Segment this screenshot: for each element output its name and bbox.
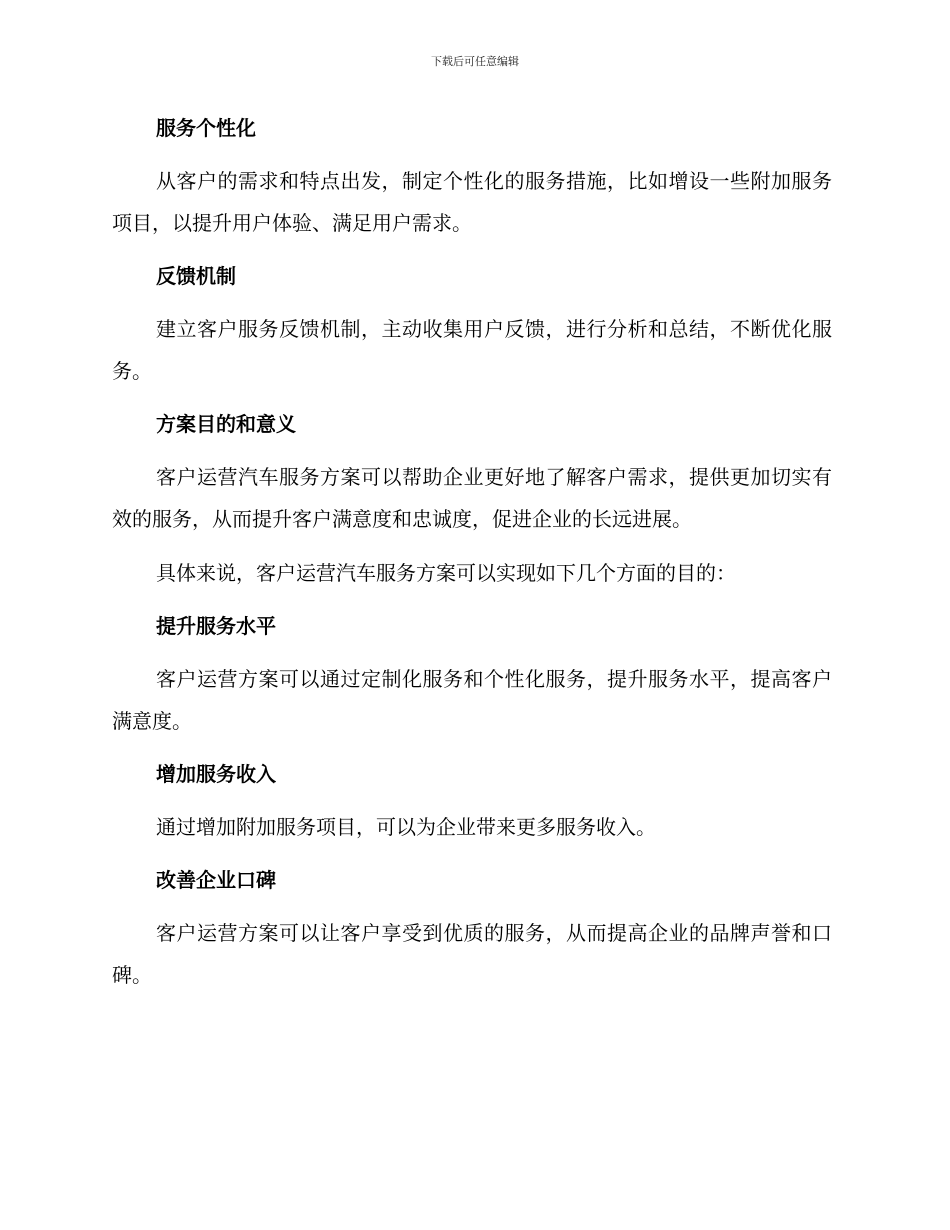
paragraph-purpose: 客户运营汽车服务方案可以帮助企业更好地了解客户需求，提供更加切实有效的服务，从而提升客户满意度和忠诚度，促进企业的长远进展。 [112, 465, 832, 531]
section-heading-feedback: 反馈机制 [156, 264, 236, 288]
paragraph-service-level: 客户运营方案可以通过定制化服务和个性化服务，提升服务水平，提高客户满意度。 [112, 667, 832, 733]
page-header: 下载后可任意编辑 [431, 55, 519, 68]
section-heading-revenue: 增加服务收入 [156, 762, 276, 786]
document-body [112, 108, 832, 1008]
paragraph-purpose-detail: 具体来说，客户运营汽车服务方案可以实现如下几个方面的目的： [156, 561, 736, 585]
paragraph-reputation: 客户运营方案可以让客户享受到优质的服务，从而提高企业的品牌声誉和口碑。 [112, 921, 832, 987]
section-heading-purpose: 方案目的和意义 [156, 412, 296, 436]
paragraph-revenue: 通过增加附加服务项目，可以为企业带来更多服务收入。 [156, 815, 656, 839]
paragraph-personalization: 从客户的需求和特点出发，制定个性化的服务措施，比如增设一些附加服务项目，以提升用户体验、满足用户需求。 [112, 169, 832, 235]
paragraph-feedback: 建立客户服务反馈机制，主动收集用户反馈，进行分析和总结，不断优化服务。 [112, 317, 832, 383]
section-heading-personalization: 服务个性化 [156, 116, 256, 140]
section-heading-service-level: 提升服务水平 [156, 614, 276, 638]
section-heading-reputation: 改善企业口碑 [156, 868, 276, 892]
